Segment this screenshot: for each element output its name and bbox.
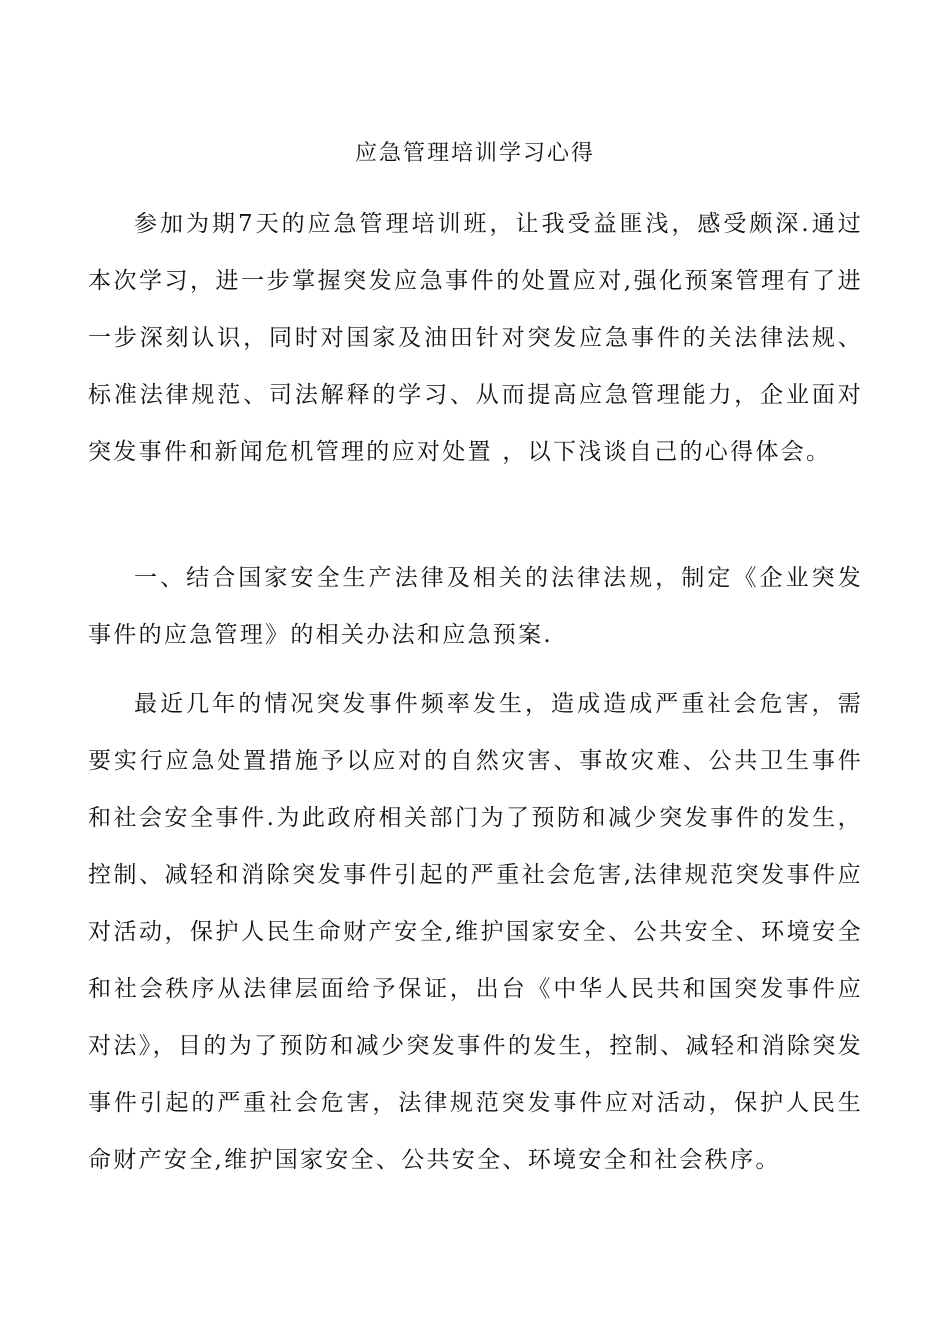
document-title: 应急管理培训学习心得 [354, 141, 595, 166]
paragraph-body: 最近几年的情况突发事件频率发生，造成造成严重社会危害，需要实行应急处置措施予以应对的自然灾害、事故灾难、公共卫生事件和社会安全事件.为此政府相关部门为了预防和减少突发事件的发生，控制、减轻和消除突发事件引起的严重社会危害,法律规范突发事件应对活动，保护人民生命财产安全,维护国家安全、公共安全、环境安全和社会秩序从法律层面给予保证，出台《中华人民共和国突发事件应对法》，目的为了预防和减少突发事件的发生，控制、减轻和消除突发事件引起的严重社会危害，法律规范突发事件应对活动，保护人民生命财产安全,维护国家安全、公共安全、环境安全和社会秩序。 [88, 691, 863, 1173]
paragraph-section-heading: 一、结合国家安全生产法律及相关的法律法规，制定《企业突发事件的应急管理》的相关办法和应急预案. [88, 565, 863, 648]
paragraph-intro: 参加为期7天的应急管理培训班，让我受益匪浅，感受颇深.通过本次学习，进一步掌握突发应急事件的处置应对,强化预案管理有了进一步深刻认识，同时对国家及油田针对突发应急事件的关法律法规、标准法律规范、司法解释的学习、从而提高应急管理能力，企业面对突发事件和新闻危机管理的应对处置 ，以下浅谈自己的心得体会。 [88, 211, 863, 465]
